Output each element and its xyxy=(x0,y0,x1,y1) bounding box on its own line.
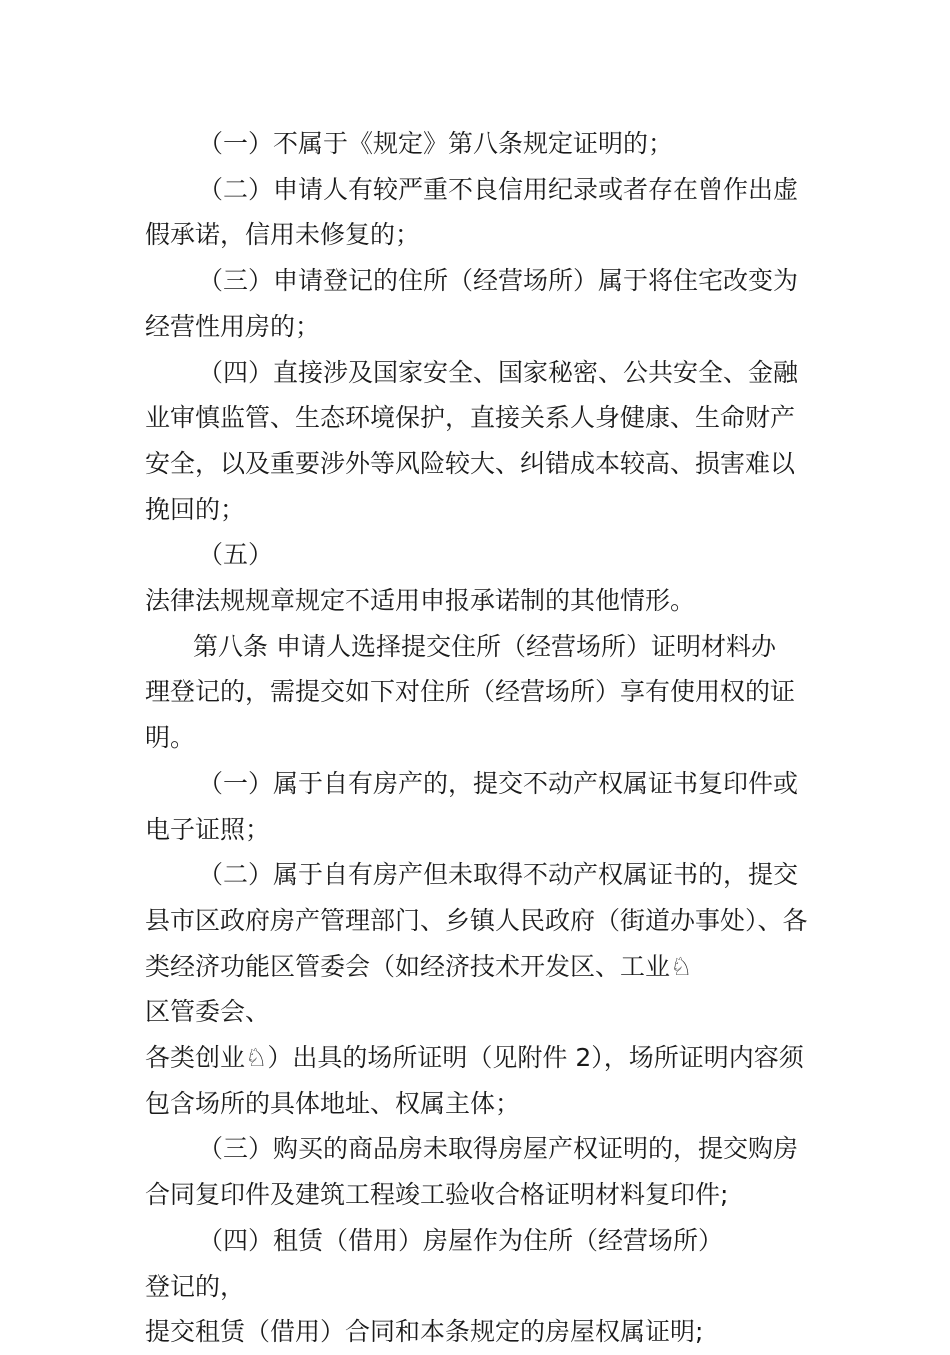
paragraph-item-2: （二）申请人有较严重不良信用纪录或者存在曾作出虚 假承诺，信用未修复的； xyxy=(145,174,799,250)
paragraph-item-1: （一）不属于《规定》第八条规定证明的； xyxy=(198,129,674,158)
paragraph-sub-item-1: （一）属于自有房产的，提交不动产权属证书复印件或 电子证照； xyxy=(145,768,799,844)
paragraph-sub-item-2: （二）属于自有房产但未取得不动产权属证书的，提交 县市区政府房产管理部门、乡镇人民政府（街道办事处）、各 类经济功能区管委会（如经济技术开发区、工业♘区管委会、 各类创业♘）出具的场所证明（见附件 2），场所证明内容须 包含场所的具体地址、权属主体； xyxy=(145,860,808,1118)
paragraph-sub-item-3: （三）购买的商品房未取得房屋产权证明的，提交购房 合同复印件及建筑工程竣工验收合格证明材料复印件; xyxy=(145,1134,799,1210)
paragraph-item-4: （四）直接涉及国家安全、国家秘密、公共安全、金融 业审慎监管、生态环境保护，直接关系人身健康、生命财产 安全，以及重要涉外等风险较大、纠错成本较高、损害难以 挽回的； xyxy=(145,357,799,524)
paragraph-item-5: （五）法律法规规章规定不适用申报承诺制的其他情形。 xyxy=(145,540,696,616)
article-eight-heading-paragraph: 第八条 申请人选择提交住所（经营场所）证明材料办 理登记的，需提交如下对住所（经营场所）享有使用权的证 明。 xyxy=(145,631,796,753)
document-body xyxy=(145,121,815,1355)
paragraph-sub-item-4: （四）租赁（借用）房屋作为住所（经营场所）登记的， 提交租赁（借用）合同和本条规定的房屋权属证明; xyxy=(145,1225,724,1347)
paragraph-item-3: （三）申请登记的住所（经营场所）属于将住宅改变为 经营性用房的； xyxy=(145,266,799,341)
